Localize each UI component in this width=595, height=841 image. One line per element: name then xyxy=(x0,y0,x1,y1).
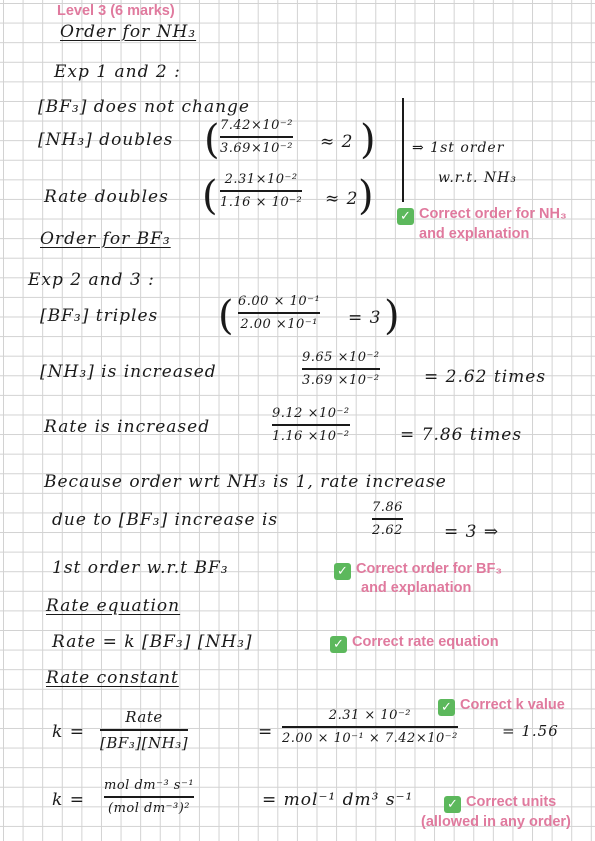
nh3-annotation-line2: and explanation xyxy=(419,226,530,242)
rate-equation: Rate = k [BF₃] [NH₃] xyxy=(52,632,253,652)
annotation-text: Correct k value xyxy=(460,697,565,713)
nh3-section-title: Order for NH₃ xyxy=(60,22,197,42)
bf3-experiments: Exp 2 and 3 : xyxy=(28,270,155,290)
due-result: = 3 ⇒ xyxy=(444,522,500,542)
nh3-experiments: Exp 1 and 2 : xyxy=(54,62,181,82)
annotation-text: Correct units xyxy=(466,794,557,810)
fraction-bar xyxy=(220,136,293,138)
nh3-increased-label: [NH₃] is increased xyxy=(40,362,217,382)
fraction-denominator: 1.16 ×10⁻² xyxy=(272,428,350,444)
k-formula-fraction xyxy=(100,708,188,752)
nh3-increase-fraction xyxy=(302,350,380,388)
rate-increase-fraction xyxy=(272,406,350,444)
bf3-eq: = 3 xyxy=(348,308,382,328)
check-mark-icon: ✓ xyxy=(438,699,455,716)
fraction-numerator: 2.31×10⁻² xyxy=(224,172,298,187)
rate-ratio-fraction xyxy=(220,172,302,210)
close-paren: ) xyxy=(360,117,376,163)
fraction-numerator: 2.31 × 10⁻² xyxy=(328,708,412,723)
nh3-conclusion-line1: ⇒ 1st order xyxy=(412,140,505,156)
rate-increased-label: Rate is increased xyxy=(44,417,211,437)
nh3-bf3-unchanged: [BF₃] does not change xyxy=(38,97,250,117)
fraction-denominator: 3.69 ×10⁻² xyxy=(302,372,380,388)
nh3-ratio-fraction xyxy=(220,118,293,156)
fraction-denominator: 2.62 xyxy=(372,522,403,538)
level-header: Level 3 (6 marks) xyxy=(57,3,175,19)
fraction-denominator: (mol dm⁻³)² xyxy=(108,800,191,816)
separator-line xyxy=(402,98,404,202)
close-paren: ) xyxy=(384,293,400,339)
annotation-text: Correct rate equation xyxy=(352,634,499,650)
due-to-line: due to [BF₃] increase is xyxy=(52,510,279,530)
check-mark-icon: ✓ xyxy=(334,563,351,580)
rate-constant-title: Rate constant xyxy=(46,668,179,688)
fraction-numerator: 7.86 xyxy=(372,500,403,515)
fraction-bar xyxy=(372,518,403,520)
bf3-annotation-line2: and explanation xyxy=(361,580,472,596)
rate-equation-title: Rate equation xyxy=(46,596,181,616)
open-paren: ( xyxy=(202,173,218,219)
k-label: k = xyxy=(52,722,85,742)
units-annotation xyxy=(444,793,556,813)
nh3-conclusion-line2: w.r.t. NH₃ xyxy=(438,170,517,186)
fraction-denominator: 3.69×10⁻² xyxy=(220,140,293,156)
bf3-ratio-fraction xyxy=(238,294,320,332)
fraction-bar xyxy=(272,424,350,426)
fraction-numerator: 9.12 ×10⁻² xyxy=(272,406,350,421)
fraction-bar xyxy=(220,190,302,192)
units-label: k = xyxy=(52,790,85,810)
because-line: Because order wrt NH₃ is 1, rate increase xyxy=(44,472,447,492)
k-values-fraction xyxy=(282,708,458,746)
fraction-bar xyxy=(238,312,320,314)
check-mark-icon: ✓ xyxy=(397,208,414,225)
fraction-denominator: 1.16 × 10⁻² xyxy=(220,194,303,210)
fraction-numerator: mol dm⁻³ s⁻¹ xyxy=(104,778,195,793)
fraction-denominator: 2.00 × 10⁻¹ × 7.42×10⁻² xyxy=(282,730,458,746)
units-fraction xyxy=(104,778,194,816)
annotation-text: Correct order for NH₃ xyxy=(419,206,567,222)
nh3-annotation xyxy=(397,205,567,225)
units-result: = mol⁻¹ dm³ s⁻¹ xyxy=(262,790,414,810)
nh3-increase-result: = 2.62 times xyxy=(424,367,547,387)
nh3-doubles-label: [NH₃] doubles xyxy=(38,130,174,150)
bf3-triples-label: [BF₃] triples xyxy=(40,306,159,326)
fraction-denominator: 2.00 ×10⁻¹ xyxy=(240,316,318,332)
fraction-numerator: 7.42×10⁻² xyxy=(220,118,293,133)
fraction-bar xyxy=(100,729,188,731)
close-paren: ) xyxy=(358,173,374,219)
open-paren: ( xyxy=(218,293,234,339)
rate-eq-annotation xyxy=(330,633,499,653)
due-fraction xyxy=(372,500,403,538)
fraction-numerator: 6.00 × 10⁻¹ xyxy=(238,294,321,309)
fraction-numerator: Rate xyxy=(125,708,163,726)
annotation-text: Correct order for BF₃ xyxy=(356,561,503,577)
check-mark-icon: ✓ xyxy=(444,796,461,813)
bf3-section-title: Order for BF₃ xyxy=(40,229,171,249)
k-equals: = xyxy=(258,722,274,742)
check-mark-icon: ✓ xyxy=(330,636,347,653)
rate-doubles-label: Rate doubles xyxy=(44,187,169,207)
fraction-bar xyxy=(302,368,380,370)
nh3-approx: ≈ 2 xyxy=(320,132,354,152)
open-paren: ( xyxy=(204,117,220,163)
units-annotation-line2: (allowed in any order) xyxy=(421,814,571,830)
rate-increase-result: = 7.86 times xyxy=(400,425,523,445)
fraction-bar xyxy=(104,796,194,798)
k-value: = 1.56 xyxy=(502,722,559,740)
rate-approx: ≈ 2 xyxy=(325,189,359,209)
fraction-numerator: 9.65 ×10⁻² xyxy=(302,350,380,365)
bf3-conclusion: 1st order w.r.t BF₃ xyxy=(52,558,229,578)
bf3-annotation xyxy=(334,560,502,580)
fraction-bar xyxy=(282,726,458,728)
fraction-denominator: [BF₃][NH₃] xyxy=(100,733,189,752)
